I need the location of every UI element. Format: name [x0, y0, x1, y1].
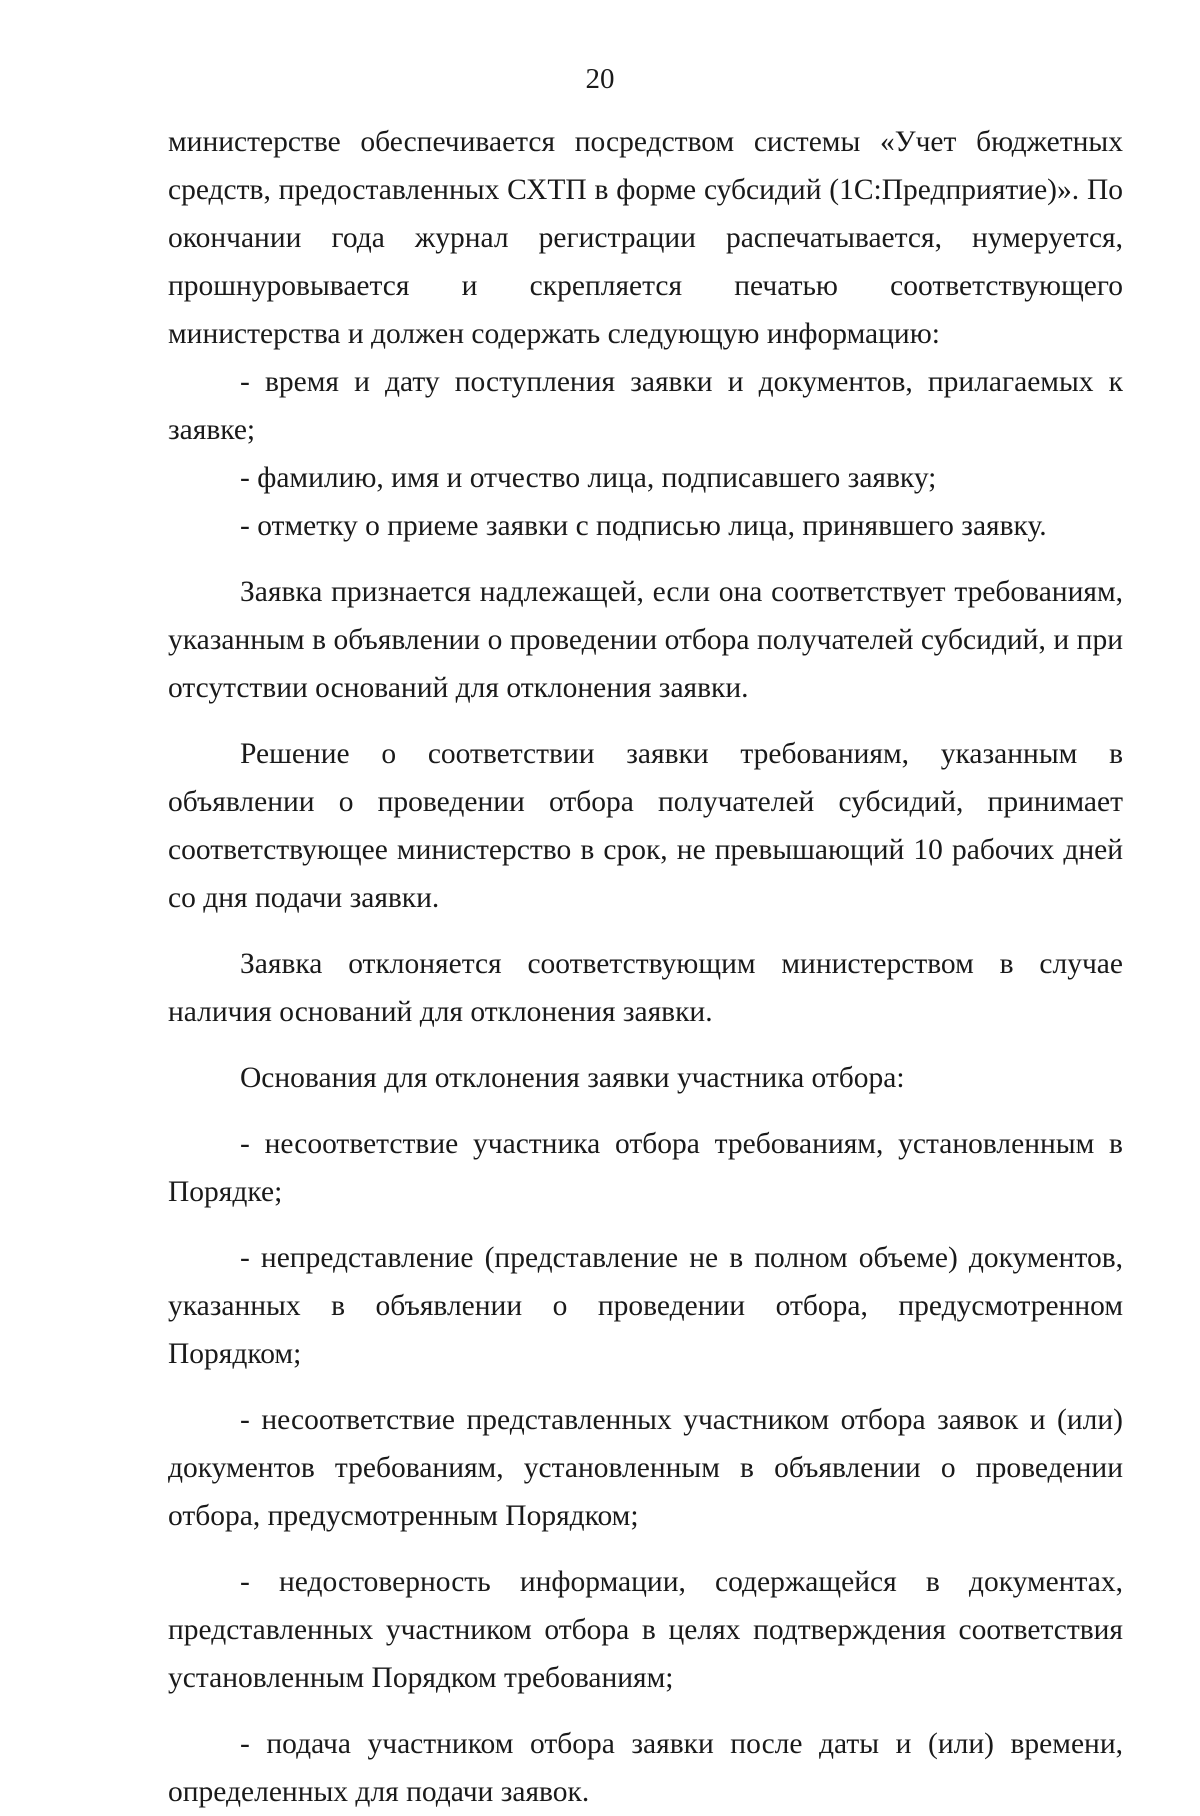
list-item-documents-noncompliance: - несоответствие представленных участником отбора заявок и (или) документов требованиям, установленным в объявлении о проведении отбора, предусмотренным Порядком;	[168, 1404, 1123, 1532]
list-item-late-submission: - подача участником отбора заявки после даты и (или) времени, определенных для подачи заявок.	[168, 1728, 1123, 1808]
paragraph-application-rejected: Заявка отклоняется соответствующим министерством в случае наличия оснований для отклонения заявки.	[168, 948, 1123, 1028]
page-number: 20	[585, 63, 615, 95]
list-item-participant-noncompliance: - несоответствие участника отбора требованиям, установленным в Порядке;	[168, 1128, 1123, 1208]
list-item-full-name: - фамилию, имя и отчество лица, подписавшего заявку;	[240, 462, 937, 494]
list-item-documents-not-submitted: - непредставление (представление не в полном объеме) документов, указанных в объявлении о проведении отбора, предусмотренном Порядком;	[168, 1242, 1123, 1370]
list-item-acceptance-mark: - отметку о приеме заявки с подписью лица, принявшего заявку.	[240, 510, 1047, 542]
list-item-time-date: - время и дату поступления заявки и документов, прилагаемых к заявке;	[168, 366, 1123, 446]
document-body	[168, 118, 1123, 1816]
paragraph-decision-compliance: Решение о соответствии заявки требованиям, указанным в объявлении о проведении отбора получателей субсидий, принимает соответствующее министерство в срок, не превышающий 10 рабочих дней со дня подачи заявки.	[168, 738, 1123, 914]
paragraph-rejection-grounds-heading: Основания для отклонения заявки участника отбора:	[240, 1062, 905, 1094]
paragraph-journal-registration: министерстве обеспечивается посредством системы «Учет бюджетных средств, предоставленных СХТП в форме субсидий (1С:Предприятие)». По окончании года журнал регистрации распечатывается, нумеруется, прошнуровывается и скрепляется печатью соответствующего министерства и должен содержать следующую информацию:	[168, 126, 1123, 350]
paragraph-application-proper: Заявка признается надлежащей, если она соответствует требованиям, указанным в объявлении о проведении отбора получателей субсидий, и при отсутствии оснований для отклонения заявки.	[168, 576, 1123, 704]
list-item-false-information: - недостоверность информации, содержащейся в документах, представленных участником отбора в целях подтверждения соответствия установленным Порядком требованиям;	[168, 1566, 1123, 1694]
